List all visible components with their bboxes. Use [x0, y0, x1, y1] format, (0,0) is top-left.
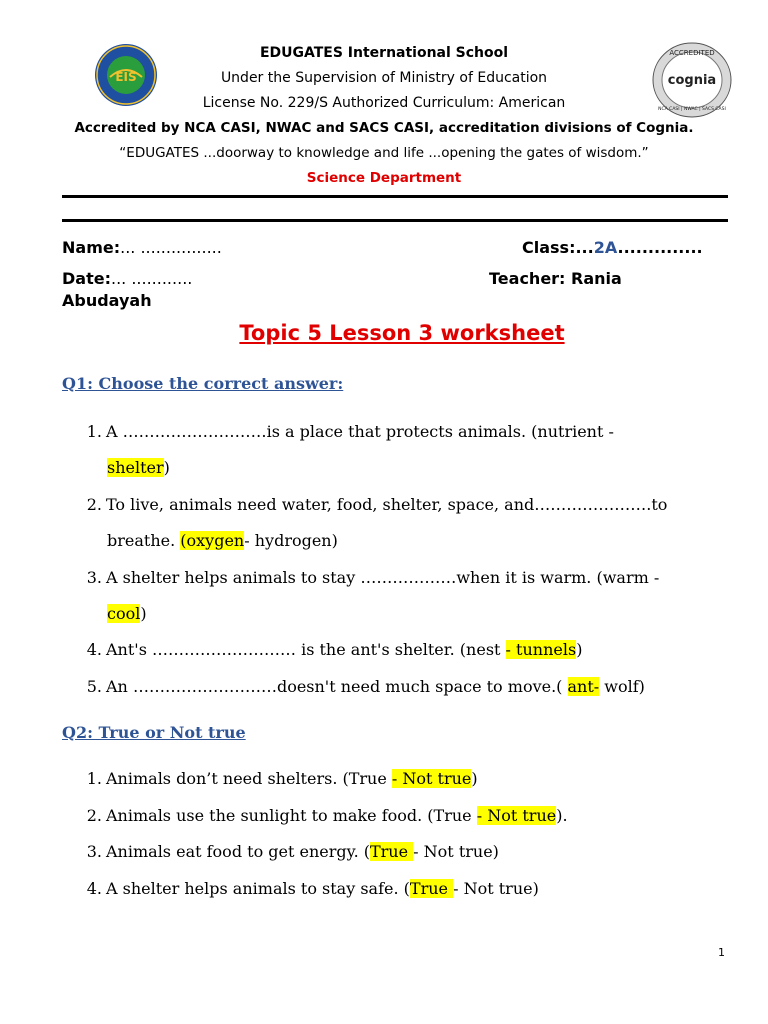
highlight-answer: - Not true — [391, 769, 472, 788]
motto-line: “EDUGATES ...doorway to knowledge and life ...opening the gates of wisdom.” — [119, 145, 649, 161]
header-divider-bottom — [62, 219, 728, 222]
q2-item-1: 1. Animals don’t need shelters. (True - Not true) — [86, 769, 478, 788]
school-name: EDUGATES International School — [259, 45, 509, 61]
page-number: 1 — [718, 946, 725, 959]
name-field — [62, 238, 222, 257]
header-divider-top — [62, 195, 728, 198]
q1-item-2: 2. To live, animals need water, food, shelter, space, and………………….to — [86, 495, 668, 514]
logo-cognia-text: cognia — [667, 73, 717, 88]
accreditation-line: Accredited by NCA CASI, NWAC and SACS CASI, accreditation divisions of Cognia. — [74, 120, 694, 136]
highlight-answer: ant- — [567, 677, 600, 696]
highlight-answer: - Not true — [476, 806, 557, 825]
q2-item-2: 2. Animals use the sunlight to make food. (True - Not true). — [86, 806, 568, 825]
supervision-line: Under the Supervision of Ministry of Education — [220, 70, 548, 86]
license-line: License No. 229/S Authorized Curriculum: American — [202, 95, 566, 111]
teacher-label: Teacher: Rania — [489, 269, 622, 288]
class-dots: .............. — [617, 238, 703, 257]
highlight-answer: True — [369, 842, 414, 861]
q2-item-3: 3. Animals eat food to get energy. (True - Not true) — [86, 842, 499, 861]
q1-item-3: 3. A shelter helps animals to stay ………………when it is warm. (warm - — [86, 568, 660, 587]
teacher-name-cont: Abudayah — [62, 291, 152, 310]
q1-item-4: 4. Ant's ……………………… is the ant's shelter. (nest - tunnels) — [86, 640, 583, 659]
q1-heading: Q1: Choose the correct answer: — [62, 374, 344, 393]
name-label: Name: — [62, 238, 121, 257]
department-line: Science Department — [306, 170, 462, 186]
highlight-answer: shelter — [107, 458, 164, 477]
logo-eis-text: EIS — [115, 70, 137, 84]
class-label: Class:... — [522, 238, 594, 257]
logo-accredited-text: ACCREDITED — [669, 49, 715, 57]
date-dots: ... ............ — [110, 269, 193, 288]
highlight-answer: (oxygen — [180, 531, 245, 550]
worksheet-title: Topic 5 Lesson 3 worksheet — [239, 321, 565, 345]
q1-item-1-cont: shelter) — [107, 458, 170, 477]
q1-item-1: 1. A ………………………is a place that protects animals. (nutrient - — [86, 422, 614, 441]
logo-bottom-text: NCA CASI | NWAC | SACS CASI — [658, 107, 726, 112]
q1-item-5: 5. An ………………………doesn't need much space to move.( ant- wolf) — [86, 677, 645, 696]
highlight-answer: cool — [107, 604, 141, 623]
q1-item-3-cont: cool) — [107, 604, 147, 623]
date-field — [62, 269, 192, 288]
highlight-answer: - tunnels — [505, 640, 577, 659]
highlight-answer: True — [409, 879, 454, 898]
name-dots: ... ................ — [120, 238, 222, 257]
class-field — [522, 238, 703, 257]
q2-item-4: 4. A shelter helps animals to stay safe. (True - Not true) — [86, 879, 539, 898]
q2-heading: Q2: True or Not true — [62, 723, 246, 742]
class-value: 2A — [593, 238, 618, 257]
date-label: Date: — [62, 269, 111, 288]
q1-item-2-cont: breathe. (oxygen- hydrogen) — [107, 531, 338, 550]
